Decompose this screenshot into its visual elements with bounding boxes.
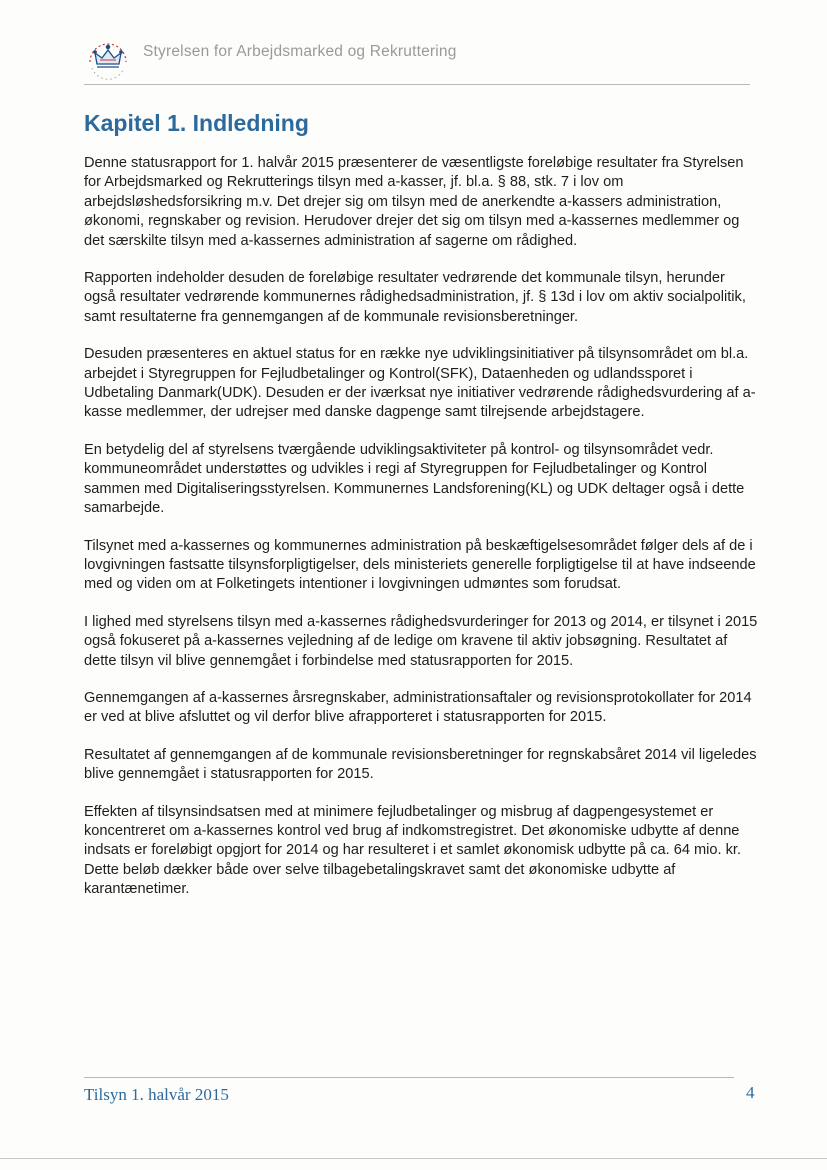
paragraph: Desuden præsenteres en aktuel status for en række nye udviklingsinitiativer på tilsynsområdet om bl.a. arbejdet i Styregruppen for Fejludbetalinger og Kontrol(SFK), Dataenheden og udlandssporet i Udbetaling Danmark(UDK). Desuden er der iværksat nye initiativer vedrørende rådighedsvurdering af a-kasse medlemmer, der udrejser med danske dagpenge samt tilrejsende arbejdstagere. — [84, 346, 756, 421]
agency-name: Styrelsen for Arbejdsmarked og Rekruttering — [143, 43, 457, 60]
header-divider — [84, 84, 750, 85]
chapter-title: Kapitel 1. Indledning — [84, 110, 309, 136]
scan-edge-line — [0, 1158, 827, 1159]
footer-title: Tilsyn 1. halvår 2015 — [84, 1085, 229, 1104]
paragraph: Effekten af tilsynsindsatsen med at minimere fejludbetalinger og misbrug af dagpengesystemet er koncentreret om a-kassernes kontrol ved brug af indkomstregistret. Det økonomiske udbytte af denne indsats er foreløbigt opgjort for 2014 og har resulteret i et samlet økonomisk udbytte på ca. 64 mio. kr. Dette beløb dækker både over selve tilbagebetalingskravet samt det økonomiske udbytte af karantænetimer. — [84, 803, 742, 898]
paragraph: Rapporten indeholder desuden de foreløbige resultater vedrørende det kommunale tilsyn, herunder også resultater vedrørende kommunernes rådighedsadministration, jf. § 13d i lov om aktiv socialpolitik, samt resultaterne fra gennemgangen af de kommunale revisionsberetninger. — [84, 270, 746, 325]
paragraph: En betydelig del af styrelsens tværgående udviklingsaktiviteter på kontrol- og tilsynsområdet vedr. kommuneområdet understøttes og udvikles i regi af Styregruppen for Fejludbetalinger og Kontrol sammen med Digitaliseringsstyrelsen. Kommunernes Landsforening(KL) og UDK deltager også i dette samarbejde. — [84, 441, 745, 517]
page-number: 4 — [746, 1083, 755, 1102]
paragraph: Gennemgangen af a-kassernes årsregnskaber, administrationsaftaler og revisionsprotokollater for 2014 er ved at blive afsluttet og vil derfor blive afrapporteret i statusrapporten for 2015. — [84, 689, 752, 726]
paragraph: Denne statusrapport for 1. halvår 2015 præsenterer de væsentligste foreløbige resultater fra Styrelsen for Arbejdsmarked og Rekrutterings tilsyn med a-kasser, jf. bl.a. § 88, stk. 7 i lov om arbejdsløshedsforsikring m.v. Det drejer sig om tilsyn med de anerkendte a-kassers administration, økonomi, regnskaber og revision. Herudover drejer det sig om tilsyn med a-kassernes medlemmer og det særskilte tilsyn med a-kassernes administration af sagerne om rådighed. — [84, 155, 744, 249]
paragraph: Resultatet af gennemgangen af de kommunale revisionsberetninger for regnskabsåret 2014 vil ligeledes blive gennemgået i statusrapporten for 2015. — [84, 746, 757, 783]
crown-seal-icon — [80, 32, 136, 84]
footer-divider — [84, 1077, 734, 1078]
page-header — [80, 32, 750, 88]
paragraph: Tilsynet med a-kassernes og kommunernes administration på beskæftigelsesområdet følger dels af de i lovgivningen fastsatte tilsynsforpligtigelser, dels ministeriets generelle forpligtigelse til at have indseende med og viden om at Folketingets intentioner i lovgivningen udmøntes som forudsat. — [84, 537, 756, 593]
paragraph: I lighed med styrelsens tilsyn med a-kassernes rådighedsvurderinger for 2013 og 2014, er tilsynet i 2015 også fokuseret på a-kassernes vejledning af de ledige om kravene til aktiv jobsøgning. Resultatet af dette tilsyn vil blive gennemgået i forbindelse med statusrapporten for 2015. — [84, 613, 758, 669]
body-text — [84, 154, 760, 918]
